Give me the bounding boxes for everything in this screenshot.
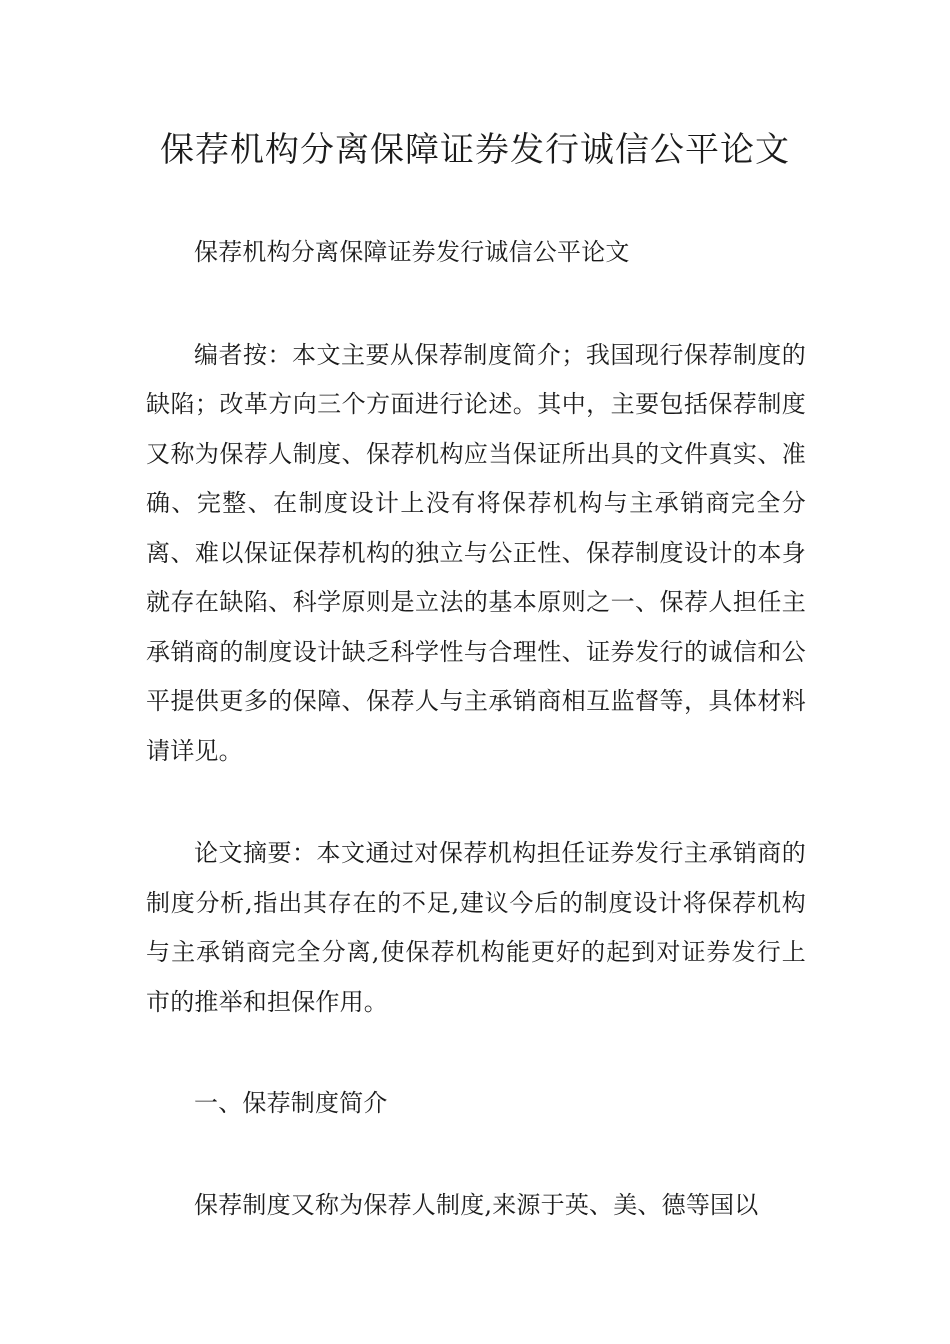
document-body: [146, 228, 806, 1230]
paragraph-spacer: [146, 278, 806, 331]
paragraph-spacer: [146, 1027, 806, 1079]
abstract-paragraph: 论文摘要：本文通过对保荐机构担任证券发行主承销商的制度分析,指出其存在的不足,建议今后的制度设计将保荐机构与主承销商完全分离,使保荐机构能更好的起到对证券发行上市的推举和担保作用。: [146, 839, 806, 1016]
editor-note-paragraph: 编者按：本文主要从保荐制度简介；我国现行保荐制度的缺陷；改革方向三个方面进行论述。其中，主要包括保荐制度又称为保荐人制度、保荐机构应当保证所出具的文件真实、准确、完整、在制度设计上没有将保荐机构与主承销商完全分离、难以保证保荐机构的独立与公正性、保荐制度设计的本身就存在缺陷、科学原则是立法的基本原则之一、保荐人担任主承销商的制度设计缺乏科学性与合理性、证券发行的诚信和公平提供更多的保障、保荐人与主承销商相互监督等，具体材料请详见。: [146, 340, 806, 765]
section-heading: 一、保荐制度简介: [194, 1089, 388, 1117]
subtitle-paragraph: 保荐机构分离保障证券发行诚信公平论文: [194, 238, 630, 266]
document-title: 保荐机构分离保障证券发行诚信公平论文: [160, 130, 790, 170]
paragraph-spacer: [146, 1129, 806, 1181]
body-paragraph: 保荐制度又称为保荐人制度,来源于英、美、德等国以: [194, 1190, 759, 1219]
paragraph-spacer: [146, 776, 806, 829]
